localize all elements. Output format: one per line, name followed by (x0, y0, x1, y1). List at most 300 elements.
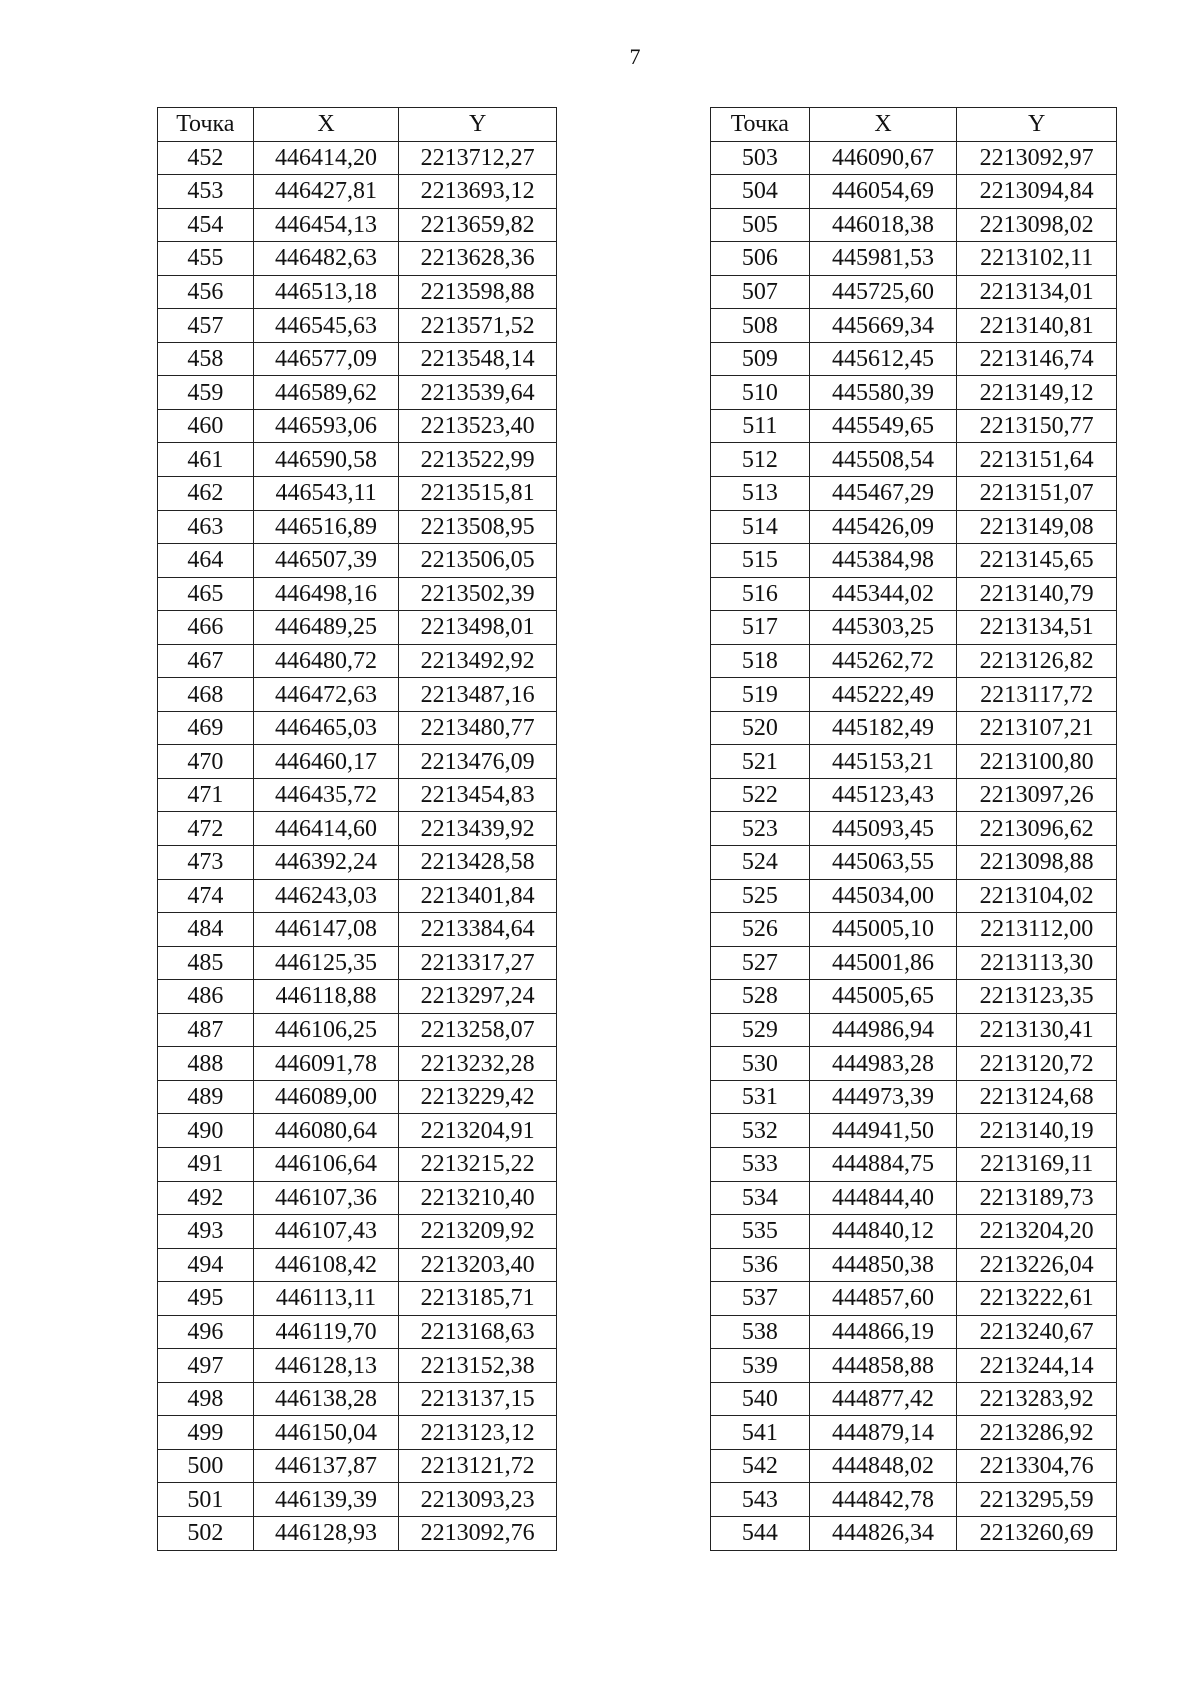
cell-x: 445612,45 (809, 342, 957, 376)
cell-point: 541 (711, 1416, 810, 1450)
cell-x: 445222,49 (809, 678, 957, 712)
cell-x: 446106,64 (253, 1147, 399, 1181)
cell-point: 542 (711, 1449, 810, 1483)
table-row (711, 1449, 1117, 1483)
cell-y: 2213100,80 (957, 745, 1117, 779)
header-x: X (809, 108, 957, 142)
cell-point: 474 (158, 879, 254, 913)
cell-x: 445725,60 (809, 275, 957, 309)
cell-x: 446472,63 (253, 678, 399, 712)
cell-x: 445182,49 (809, 711, 957, 745)
cell-point: 529 (711, 1013, 810, 1047)
header-row (711, 108, 1117, 142)
cell-y: 2213096,62 (957, 812, 1117, 846)
table-row (711, 342, 1117, 376)
cell-x: 446427,81 (253, 175, 399, 209)
cell-y: 2213097,26 (957, 778, 1117, 812)
cell-x: 444848,02 (809, 1449, 957, 1483)
cell-y: 2213104,02 (957, 879, 1117, 913)
coordinates-table-right (710, 107, 1117, 1551)
table-row (158, 1449, 557, 1483)
cell-point: 499 (158, 1416, 254, 1450)
cell-x: 446108,42 (253, 1248, 399, 1282)
cell-x: 445153,21 (809, 745, 957, 779)
cell-x: 446089,00 (253, 1080, 399, 1114)
header-y: Y (399, 108, 557, 142)
table-row (158, 242, 557, 276)
cell-point: 525 (711, 879, 810, 913)
table-row (711, 778, 1117, 812)
table-row (711, 141, 1117, 175)
table-row (158, 175, 557, 209)
cell-y: 2213149,08 (957, 510, 1117, 544)
cell-x: 444858,88 (809, 1349, 957, 1383)
table-row (711, 1516, 1117, 1550)
table-row (158, 1282, 557, 1316)
cell-x: 446454,13 (253, 208, 399, 242)
cell-x: 444866,19 (809, 1315, 957, 1349)
table-row (158, 946, 557, 980)
cell-y: 2213508,95 (399, 510, 557, 544)
cell-x: 446480,72 (253, 644, 399, 678)
table-row (158, 1181, 557, 1215)
cell-point: 516 (711, 577, 810, 611)
header-row (158, 108, 557, 142)
cell-point: 495 (158, 1282, 254, 1316)
table-row (158, 1215, 557, 1249)
cell-x: 445344,02 (809, 577, 957, 611)
table-row (158, 1315, 557, 1349)
cell-point: 536 (711, 1248, 810, 1282)
cell-x: 446128,13 (253, 1349, 399, 1383)
table-row (711, 510, 1117, 544)
table-row (158, 1483, 557, 1517)
cell-x: 446435,72 (253, 778, 399, 812)
cell-y: 2213283,92 (957, 1382, 1117, 1416)
cell-y: 2213439,92 (399, 812, 557, 846)
cell-y: 2213209,92 (399, 1215, 557, 1249)
cell-point: 505 (711, 208, 810, 242)
table-row (158, 1516, 557, 1550)
cell-point: 464 (158, 544, 254, 578)
table-row (711, 1248, 1117, 1282)
cell-y: 2213659,82 (399, 208, 557, 242)
table-row (158, 1416, 557, 1450)
cell-point: 473 (158, 846, 254, 880)
table-row (158, 1382, 557, 1416)
cell-x: 444884,75 (809, 1147, 957, 1181)
cell-x: 446107,43 (253, 1215, 399, 1249)
cell-y: 2213203,40 (399, 1248, 557, 1282)
cell-y: 2213137,15 (399, 1382, 557, 1416)
page-number: 7 (629, 44, 641, 69)
cell-y: 2213693,12 (399, 175, 557, 209)
table-row (158, 846, 557, 880)
cell-point: 544 (711, 1516, 810, 1550)
cell-point: 512 (711, 443, 810, 477)
cell-point: 484 (158, 913, 254, 947)
cell-point: 534 (711, 1181, 810, 1215)
cell-x: 444857,60 (809, 1282, 957, 1316)
cell-x: 446590,58 (253, 443, 399, 477)
cell-y: 2213121,72 (399, 1449, 557, 1483)
cell-y: 2213169,11 (957, 1147, 1117, 1181)
cell-x: 445467,29 (809, 477, 957, 511)
cell-x: 446489,25 (253, 611, 399, 645)
cell-y: 2213130,41 (957, 1013, 1117, 1047)
cell-y: 2213140,19 (957, 1114, 1117, 1148)
cell-x: 446392,24 (253, 846, 399, 880)
table-row (711, 678, 1117, 712)
cell-y: 2213222,61 (957, 1282, 1117, 1316)
table-row (711, 409, 1117, 443)
table-header (711, 108, 1117, 142)
cell-point: 539 (711, 1349, 810, 1383)
cell-y: 2213480,77 (399, 711, 557, 745)
cell-point: 518 (711, 644, 810, 678)
cell-y: 2213297,24 (399, 980, 557, 1014)
cell-point: 526 (711, 913, 810, 947)
cell-point: 502 (158, 1516, 254, 1550)
table-row (711, 1349, 1117, 1383)
cell-y: 2213476,09 (399, 745, 557, 779)
cell-y: 2213094,84 (957, 175, 1117, 209)
cell-y: 2213093,23 (399, 1483, 557, 1517)
cell-y: 2213498,01 (399, 611, 557, 645)
cell-point: 523 (711, 812, 810, 846)
cell-x: 446482,63 (253, 242, 399, 276)
cell-y: 2213232,28 (399, 1047, 557, 1081)
cell-x: 444877,42 (809, 1382, 957, 1416)
cell-y: 2213628,36 (399, 242, 557, 276)
cell-point: 506 (711, 242, 810, 276)
table-row (158, 1013, 557, 1047)
table-row (711, 611, 1117, 645)
cell-y: 2213522,99 (399, 443, 557, 477)
cell-point: 468 (158, 678, 254, 712)
cell-y: 2213295,59 (957, 1483, 1117, 1517)
cell-y: 2213185,71 (399, 1282, 557, 1316)
cell-point: 457 (158, 309, 254, 343)
table-row (158, 1147, 557, 1181)
table-row (711, 846, 1117, 880)
table-row (711, 477, 1117, 511)
table-row (158, 711, 557, 745)
cell-y: 2213123,12 (399, 1416, 557, 1450)
table-row (158, 376, 557, 410)
cell-y: 2213515,81 (399, 477, 557, 511)
table-row (158, 611, 557, 645)
table-row (158, 879, 557, 913)
cell-y: 2213124,68 (957, 1080, 1117, 1114)
cell-point: 471 (158, 778, 254, 812)
table-row (158, 913, 557, 947)
cell-y: 2213204,20 (957, 1215, 1117, 1249)
table-row (711, 980, 1117, 1014)
cell-x: 446516,89 (253, 510, 399, 544)
cell-y: 2213150,77 (957, 409, 1117, 443)
cell-point: 509 (711, 342, 810, 376)
table-row (711, 711, 1117, 745)
table-row (158, 1047, 557, 1081)
cell-point: 498 (158, 1382, 254, 1416)
cell-x: 444826,34 (809, 1516, 957, 1550)
cell-x: 444879,14 (809, 1416, 957, 1450)
cell-x: 445034,00 (809, 879, 957, 913)
cell-y: 2213210,40 (399, 1181, 557, 1215)
table-row (158, 812, 557, 846)
cell-x: 446243,03 (253, 879, 399, 913)
cell-point: 452 (158, 141, 254, 175)
cell-x: 444986,94 (809, 1013, 957, 1047)
cell-point: 494 (158, 1248, 254, 1282)
cell-y: 2213226,04 (957, 1248, 1117, 1282)
cell-point: 527 (711, 946, 810, 980)
cell-x: 446414,60 (253, 812, 399, 846)
cell-point: 540 (711, 1382, 810, 1416)
cell-y: 2213244,14 (957, 1349, 1117, 1383)
table-row (158, 309, 557, 343)
cell-y: 2213120,72 (957, 1047, 1117, 1081)
table-row (158, 443, 557, 477)
cell-y: 2213092,97 (957, 141, 1117, 175)
cell-point: 462 (158, 477, 254, 511)
header-x: X (253, 108, 399, 142)
cell-y: 2213548,14 (399, 342, 557, 376)
table-row (158, 577, 557, 611)
cell-y: 2213229,42 (399, 1080, 557, 1114)
table-row (158, 778, 557, 812)
cell-point: 503 (711, 141, 810, 175)
cell-point: 487 (158, 1013, 254, 1047)
coordinates-table-left (157, 107, 557, 1551)
table-row (711, 242, 1117, 276)
cell-point: 489 (158, 1080, 254, 1114)
cell-y: 2213571,52 (399, 309, 557, 343)
table-row (711, 1282, 1117, 1316)
cell-y: 2213428,58 (399, 846, 557, 880)
cell-x: 445549,65 (809, 409, 957, 443)
table-row (711, 946, 1117, 980)
cell-y: 2213126,82 (957, 644, 1117, 678)
cell-point: 533 (711, 1147, 810, 1181)
cell-x: 446593,06 (253, 409, 399, 443)
cell-x: 445005,65 (809, 980, 957, 1014)
table-row (711, 1215, 1117, 1249)
cell-point: 490 (158, 1114, 254, 1148)
cell-point: 513 (711, 477, 810, 511)
cell-x: 446137,87 (253, 1449, 399, 1483)
cell-x: 444840,12 (809, 1215, 957, 1249)
cell-x: 444842,78 (809, 1483, 957, 1517)
cell-x: 446147,08 (253, 913, 399, 947)
cell-point: 520 (711, 711, 810, 745)
cell-y: 2213140,79 (957, 577, 1117, 611)
cell-x: 445981,53 (809, 242, 957, 276)
cell-y: 2213112,00 (957, 913, 1117, 947)
table-row (158, 477, 557, 511)
cell-x: 445669,34 (809, 309, 957, 343)
cell-point: 486 (158, 980, 254, 1014)
cell-x: 445580,39 (809, 376, 957, 410)
cell-y: 2213107,21 (957, 711, 1117, 745)
cell-y: 2213134,51 (957, 611, 1117, 645)
table-row (711, 1047, 1117, 1081)
cell-x: 446138,28 (253, 1382, 399, 1416)
cell-x: 446107,36 (253, 1181, 399, 1215)
cell-point: 496 (158, 1315, 254, 1349)
cell-x: 445262,72 (809, 644, 957, 678)
table-row (711, 1114, 1117, 1148)
cell-point: 524 (711, 846, 810, 880)
cell-point: 485 (158, 946, 254, 980)
cell-x: 446150,04 (253, 1416, 399, 1450)
cell-point: 532 (711, 1114, 810, 1148)
cell-point: 459 (158, 376, 254, 410)
cell-x: 446498,16 (253, 577, 399, 611)
cell-point: 530 (711, 1047, 810, 1081)
cell-y: 2213102,11 (957, 242, 1117, 276)
cell-x: 446125,35 (253, 946, 399, 980)
header-y: Y (957, 108, 1117, 142)
cell-point: 531 (711, 1080, 810, 1114)
cell-point: 492 (158, 1181, 254, 1215)
header-point: Точка (711, 108, 810, 142)
cell-point: 454 (158, 208, 254, 242)
cell-x: 446119,70 (253, 1315, 399, 1349)
cell-y: 2213134,01 (957, 275, 1117, 309)
table-row (711, 1181, 1117, 1215)
table-row (711, 879, 1117, 913)
table-row (711, 376, 1117, 410)
cell-point: 508 (711, 309, 810, 343)
table-row (711, 1416, 1117, 1450)
cell-y: 2213189,73 (957, 1181, 1117, 1215)
cell-y: 2213539,64 (399, 376, 557, 410)
cell-point: 466 (158, 611, 254, 645)
cell-y: 2213146,74 (957, 342, 1117, 376)
cell-point: 521 (711, 745, 810, 779)
cell-point: 504 (711, 175, 810, 209)
cell-y: 2213098,88 (957, 846, 1117, 880)
cell-point: 501 (158, 1483, 254, 1517)
cell-point: 456 (158, 275, 254, 309)
cell-y: 2213492,92 (399, 644, 557, 678)
cell-point: 469 (158, 711, 254, 745)
cell-x: 446589,62 (253, 376, 399, 410)
table-row (711, 644, 1117, 678)
cell-point: 455 (158, 242, 254, 276)
cell-x: 445123,43 (809, 778, 957, 812)
table-row (711, 1315, 1117, 1349)
cell-point: 522 (711, 778, 810, 812)
cell-x: 445426,09 (809, 510, 957, 544)
cell-point: 458 (158, 342, 254, 376)
cell-x: 446577,09 (253, 342, 399, 376)
cell-x: 446460,17 (253, 745, 399, 779)
table-header (158, 108, 557, 142)
table-row (158, 980, 557, 1014)
cell-point: 514 (711, 510, 810, 544)
table-row (158, 544, 557, 578)
table-body (711, 141, 1117, 1550)
cell-x: 446054,69 (809, 175, 957, 209)
table-row (711, 745, 1117, 779)
cell-point: 463 (158, 510, 254, 544)
cell-y: 2213152,38 (399, 1349, 557, 1383)
cell-x: 445063,55 (809, 846, 957, 880)
cell-point: 472 (158, 812, 254, 846)
cell-y: 2213092,76 (399, 1516, 557, 1550)
cell-x: 444850,38 (809, 1248, 957, 1282)
table-row (711, 208, 1117, 242)
table-row (711, 812, 1117, 846)
cell-y: 2213117,72 (957, 678, 1117, 712)
cell-point: 488 (158, 1047, 254, 1081)
table-row (158, 141, 557, 175)
cell-x: 444973,39 (809, 1080, 957, 1114)
cell-point: 467 (158, 644, 254, 678)
cell-x: 446414,20 (253, 141, 399, 175)
table-row (158, 1248, 557, 1282)
cell-point: 507 (711, 275, 810, 309)
cell-x: 445508,54 (809, 443, 957, 477)
cell-y: 2213523,40 (399, 409, 557, 443)
cell-y: 2213286,92 (957, 1416, 1117, 1450)
table-row (158, 644, 557, 678)
cell-point: 515 (711, 544, 810, 578)
cell-x: 446080,64 (253, 1114, 399, 1148)
table-row (711, 309, 1117, 343)
cell-point: 460 (158, 409, 254, 443)
cell-point: 535 (711, 1215, 810, 1249)
cell-point: 453 (158, 175, 254, 209)
cell-x: 446018,38 (809, 208, 957, 242)
cell-x: 446128,93 (253, 1516, 399, 1550)
cell-y: 2213098,02 (957, 208, 1117, 242)
cell-y: 2213140,81 (957, 309, 1117, 343)
table-body (158, 141, 557, 1550)
cell-y: 2213454,83 (399, 778, 557, 812)
cell-x: 446091,78 (253, 1047, 399, 1081)
cell-x: 444844,40 (809, 1181, 957, 1215)
cell-point: 500 (158, 1449, 254, 1483)
header-point: Точка (158, 108, 254, 142)
cell-point: 510 (711, 376, 810, 410)
cell-x: 446139,39 (253, 1483, 399, 1517)
cell-point: 465 (158, 577, 254, 611)
cell-x: 446545,63 (253, 309, 399, 343)
cell-y: 2213317,27 (399, 946, 557, 980)
cell-x: 444941,50 (809, 1114, 957, 1148)
cell-y: 2213258,07 (399, 1013, 557, 1047)
cell-y: 2213168,63 (399, 1315, 557, 1349)
cell-point: 528 (711, 980, 810, 1014)
cell-y: 2213712,27 (399, 141, 557, 175)
table-row (711, 1147, 1117, 1181)
table-row (711, 577, 1117, 611)
cell-y: 2213304,76 (957, 1449, 1117, 1483)
cell-x: 446513,18 (253, 275, 399, 309)
table-row (158, 275, 557, 309)
cell-x: 446118,88 (253, 980, 399, 1014)
cell-y: 2213506,05 (399, 544, 557, 578)
table-row (158, 1114, 557, 1148)
cell-y: 2213384,64 (399, 913, 557, 947)
cell-y: 2213145,65 (957, 544, 1117, 578)
table-row (158, 678, 557, 712)
cell-y: 2213598,88 (399, 275, 557, 309)
